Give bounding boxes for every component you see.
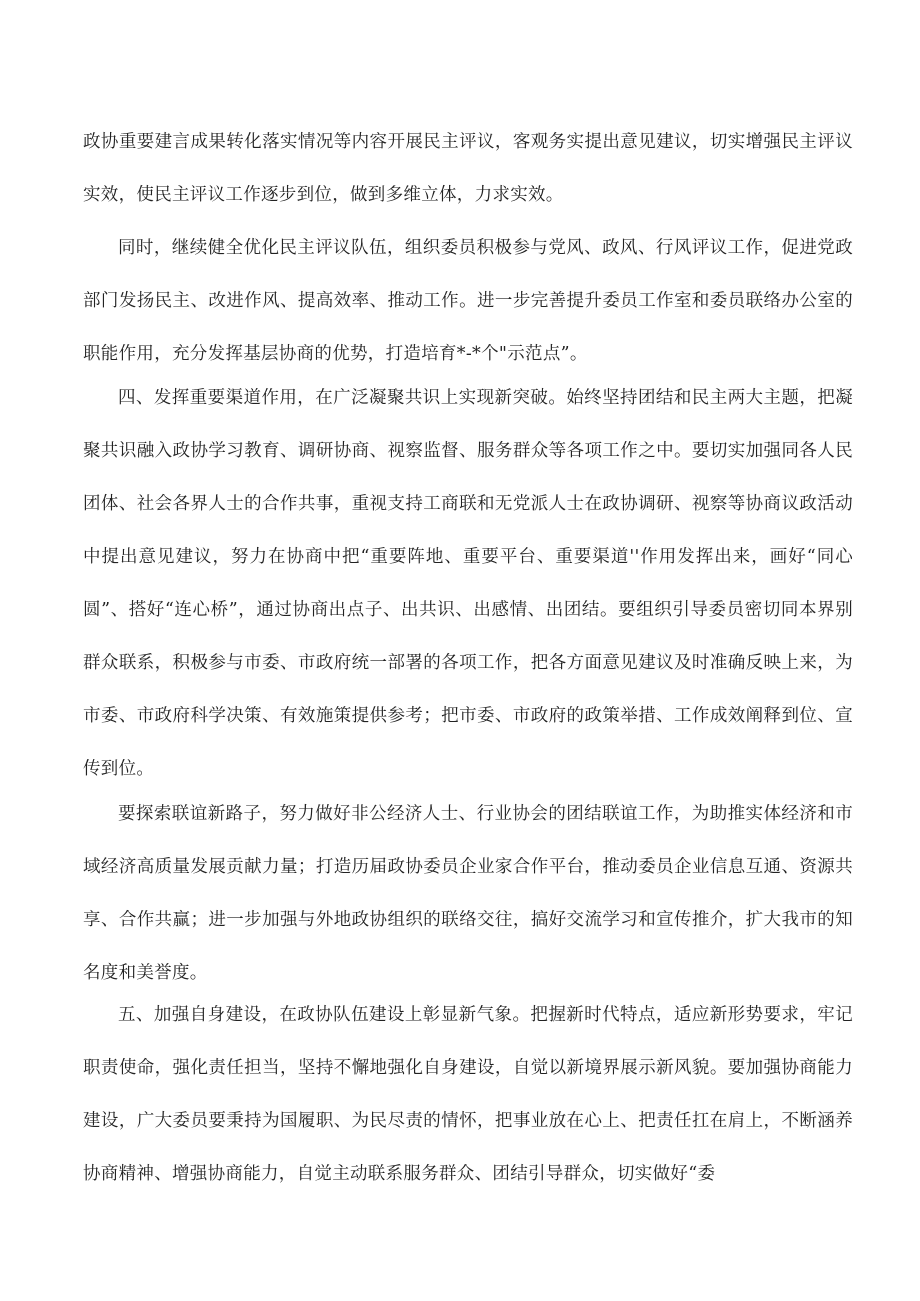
paragraph-continued-evaluation: 政协重要建言成果转化落实情况等内容开展民主评议，客观务实提出意见建议，切实增强民主评议实效，使民主评议工作逐步到位，做到多维立体，力求实效。 (83, 132, 853, 205)
paragraph-liaison-work: 要探索联谊新路子，努力做好非公经济人士、行业协会的团结联谊工作，为助推实体经济和市域经济高质量发展贡献力量；打造历届政协委员企业家合作平台，推动委员企业信息互通、资源共享、合作共赢；进一步加强与外地政协组织的联络交往，搞好交流学习和宣传推介，扩大我市的知名度和美誉度。 (83, 804, 853, 983)
paragraph-evaluation-team: 同时，继续健全优化民主评议队伍，组织委员积极参与党风、政风、行风评议工作，促进党政部门发扬民主、改进作风、提高效率、推动工作。进一步完善提升委员工作室和委员联络办公室的职能作用，充分发挥基层协商的优势，打造培育*-*个"示范点”。 (83, 238, 853, 364)
paragraph-section-four: 四、发挥重要渠道作用，在广泛凝聚共识上实现新突破。始终坚持团结和民主两大主题，把凝聚共识融入政协学习教育、调研协商、视察监督、服务群众等各项工作之中。要切实加强同各人民团体、社会各界人士的合作共事，重视支持工商联和无党派人士在政协调研、视察等协商议政活动中提出意见建议，努力在协商中把“重要阵地、重要平台、重要渠道''作用发挥出来，画好“同心圆”、搭好“连心桥”，通过协商出点子、出共识、出感情、出团结。要组织引导委员密切同本界别群众联系，积极参与市委、市政府统一部署的各项工作，把各方面意见建议及时准确反映上来，为市委、市政府科学决策、有效施策提供参考；把市委、市政府的政策举措、工作成效阐释到位、宣传到位。 (83, 388, 853, 779)
paragraph-section-five: 五、加强自身建设，在政协队伍建设上彰显新气象。把握新时代特点，适应新形势要求，牢记职责使命，强化责任担当，坚持不懈地强化自身建设，自觉以新境界展示新风貌。要加强协商能力建设，广大委员要秉持为国履职、为民尽责的情怀，把事业放在心上、把责任扛在肩上，不断涵养协商精神、增强协商能力，自觉主动联系服务群众、团结引导群众，切实做好“委 (83, 1005, 853, 1184)
